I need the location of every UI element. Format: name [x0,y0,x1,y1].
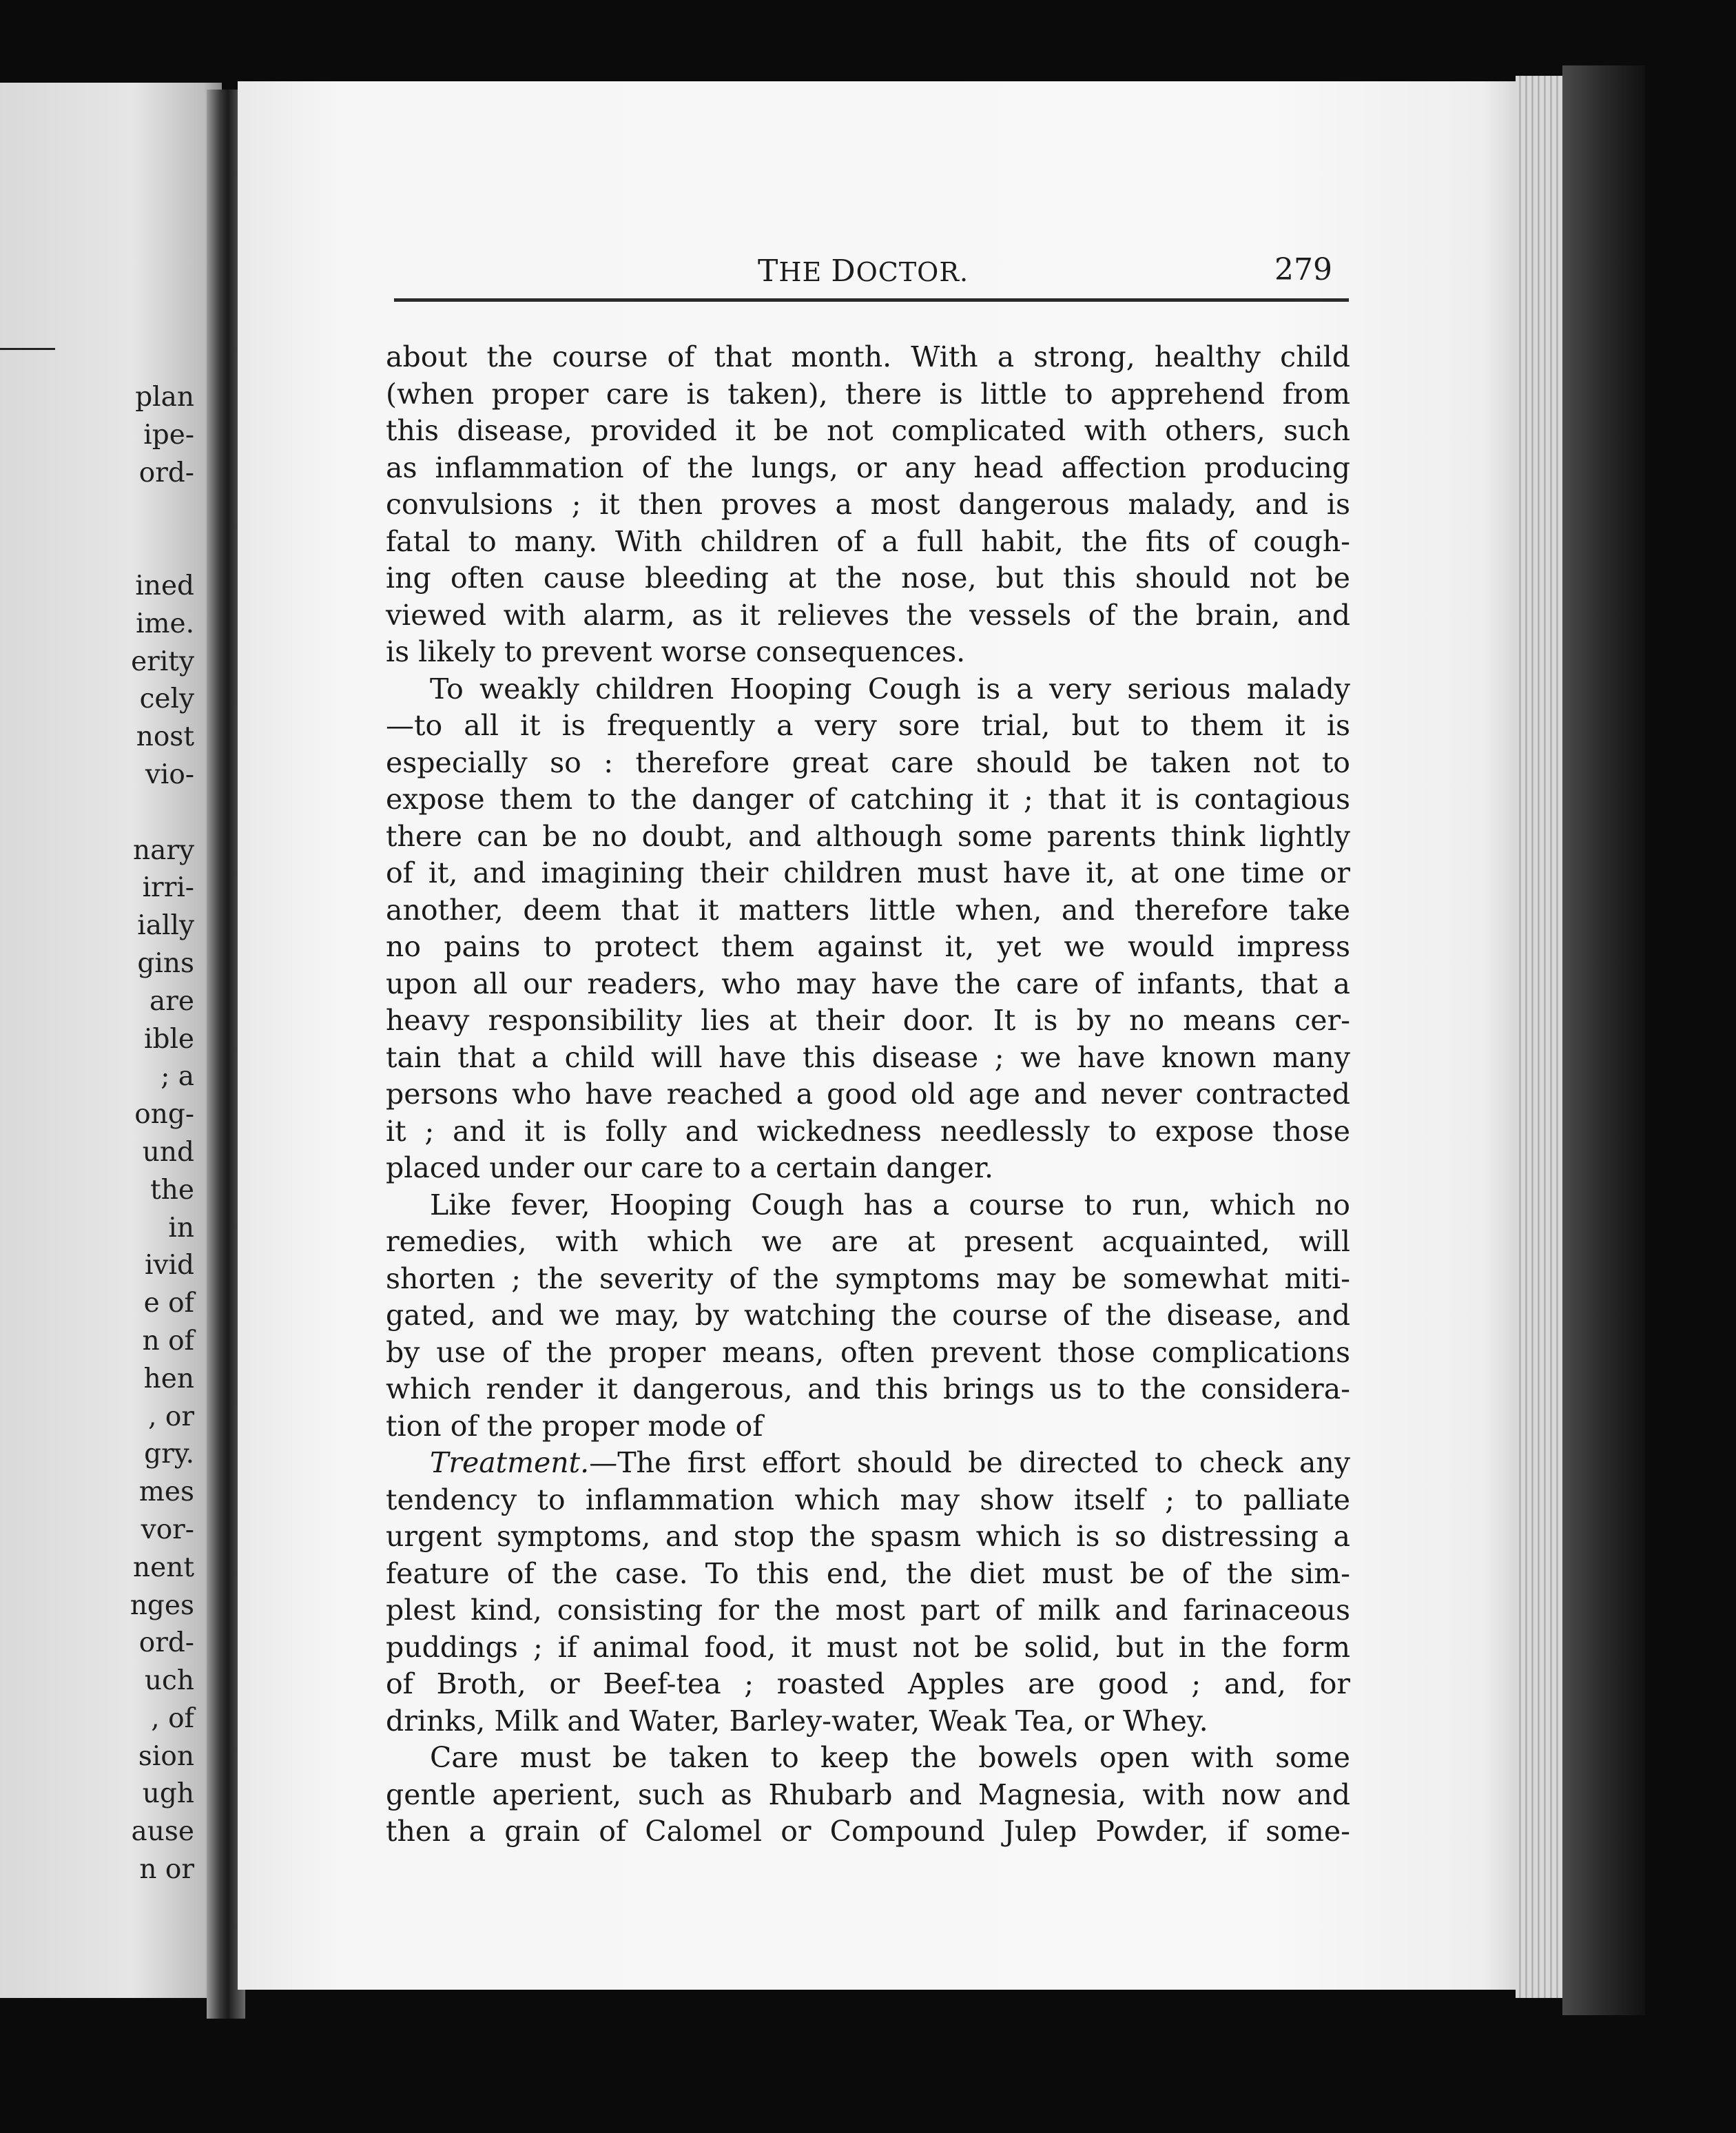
left-line: in [168,1212,194,1244]
text-line: by use of the proper means, often prevent those complications [386,1335,1350,1369]
text-line: —to all it is frequently a very sore trial, but to them it is [386,709,1350,742]
page-edge-stack [1516,76,1564,1998]
left-line: ime. [136,608,194,639]
text-line [386,1445,1350,1482]
text-line: expose them to the danger of catching it ; that it is contagious [386,783,1350,816]
header-rule [394,298,1349,302]
text-line: (when proper care is taken), there is little to apprehend from [386,377,1350,411]
text-line: gentle aperient, such as Rhubarb and Magnesia, with now and [386,1778,1350,1811]
left-line: ivid [145,1250,194,1281]
running-head-rest: OCTOR. [856,257,969,287]
left-line: ause [131,1816,194,1848]
text-line: of it, and imagining their children must have it, at one time or [386,856,1350,889]
text-line: Care must be taken to keep the bowels open with some [430,1741,1350,1774]
left-page-text [43,379,194,1889]
text-line: no pains to protect them against it, yet we would impress [386,930,1350,963]
left-line: , or [148,1401,194,1432]
text-line: ing often cause bleeding at the nose, but this should not be [386,561,1350,595]
book-cover-edge [1562,65,1645,2015]
text-line: this disease, provided it be not complicated with others, such [386,414,1350,447]
left-line: n or [139,1854,194,1886]
text-line: as inflammation of the lungs, or any head affection producing [386,451,1350,484]
left-line: mes [138,1476,194,1508]
left-line: irri- [142,872,194,904]
text-line: feature of the case. To this end, the diet must be of the sim- [386,1556,1350,1590]
running-head-rest: HE [778,257,831,287]
left-line: nary [132,834,194,866]
text-line: about the course of that month. With a strong, healthy child [386,340,1350,373]
left-line: ially [137,910,194,942]
left-line: e of [143,1288,194,1319]
text-line: convulsions ; it then proves a most dangerous malady, and is [386,488,1350,521]
left-line: ord- [138,1627,194,1659]
text-line: it ; and it is folly and wickedness needlessly to expose those [386,1114,1350,1148]
left-line: erity [131,646,194,677]
text-line: tain that a child will have this disease ; we have known many [386,1040,1350,1074]
text-line: gated, and we may, by watching the course of the disease, and [386,1299,1350,1332]
text-line: there can be no doubt, and although some parents think lightly [386,819,1350,853]
left-line: n of [142,1325,194,1357]
left-line: ord- [138,457,194,488]
text-line: upon all our readers, who may have the care of infants, that a [386,967,1350,1000]
text-line: persons who have reached a good old age and never contracted [386,1078,1350,1111]
text-line: To weakly children Hooping Cough is a very serious malady [430,672,1350,705]
left-line: ong- [134,1099,194,1131]
page-number: 279 [1274,252,1332,287]
left-line: gins [137,947,194,979]
body-text [386,339,1350,1851]
left-line: gry. [144,1439,194,1470]
text-line: Like fever, Hooping Cough has a course to run, which no [430,1188,1350,1222]
left-line [43,794,194,832]
running-head [758,254,969,289]
left-line: are [149,985,194,1017]
section-heading-treatment: Treatment. [430,1446,590,1479]
left-line: ible [144,1023,194,1055]
text-line: placed under our care to a certain danger. [386,1151,993,1184]
left-line: vio- [145,759,194,790]
left-line: nost [136,721,194,753]
left-line: hen [143,1363,194,1394]
text-line: puddings ; if animal food, it must not be solid, but in the form [386,1630,1350,1664]
left-line: the [150,1174,194,1206]
left-line: , of [151,1702,194,1734]
left-line: ined [135,570,194,601]
text-line: heavy responsibility lies at their door. It is by no means cer- [386,1004,1350,1037]
left-page-rule [0,348,55,350]
text-line: tendency to inflammation which may show itself ; to palliate [386,1483,1350,1516]
left-line: ; a [161,1061,194,1093]
left-line: und [142,1136,194,1168]
left-line: plan [135,382,194,413]
left-line: vor- [141,1514,194,1545]
left-line: nent [133,1552,194,1583]
text-line: plest kind, consisting for the most part of milk and farinaceous [386,1594,1350,1627]
left-line: cely [139,683,194,715]
text-line: fatal to many. With children of a full habit, the fits of cough- [386,524,1350,558]
left-line [43,492,194,530]
left-line: ugh [142,1778,194,1810]
text-run: —The first effort should be directed to check any [589,1446,1350,1479]
running-head-cap: T [758,254,779,289]
left-line: ipe- [143,419,194,451]
text-line: of Broth, or Beef-tea ; roasted Apples are good ; and, for [386,1667,1350,1700]
left-line: sion [138,1740,194,1772]
text-line: which render it dangerous, and this brings us to the considera- [386,1372,1350,1405]
text-line: is likely to prevent worse consequences. [386,635,966,668]
text-line: remedies, with which we are at present acquainted, will [386,1225,1350,1258]
left-line: uch [144,1665,194,1697]
text-line: viewed with alarm, as it relieves the vessels of the brain, and [386,598,1350,632]
text-line: tion of the proper mode of [386,1409,763,1443]
text-line: then a grain of Calomel or Compound Julep Powder, if some- [386,1815,1350,1848]
text-line: shorten ; the severity of the symptoms may be somewhat miti- [386,1261,1350,1295]
text-line: urgent symptoms, and stop the spasm which is so distressing a [386,1520,1350,1553]
left-facing-page [0,83,222,1998]
running-head-cap: D [831,254,856,289]
text-line: another, deem that it matters little when, and therefore take [386,893,1350,927]
text-line: drinks, Milk and Water, Barley-water, Weak Tea, or Whey. [386,1704,1208,1738]
left-line: nges [130,1589,194,1621]
text-line: especially so : therefore great care should be taken not to [386,745,1350,779]
left-line [43,530,194,568]
